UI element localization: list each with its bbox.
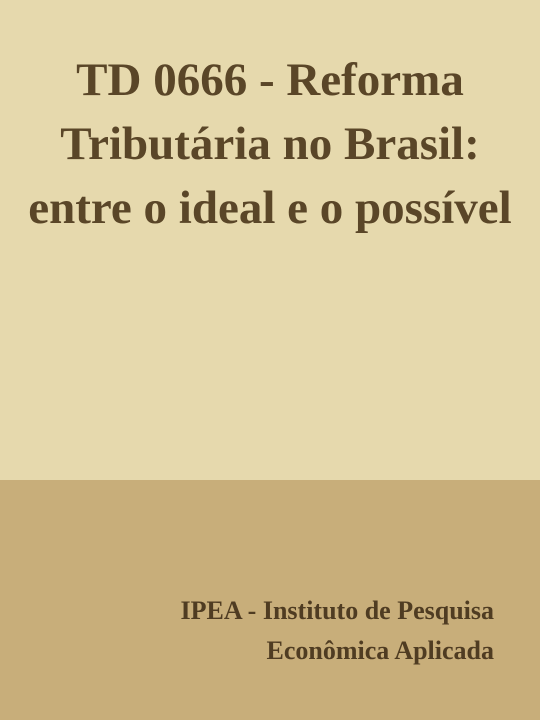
author-line-1: IPEA - Instituto de Pesquisa [180, 596, 494, 625]
book-title: TD 0666 - Reforma Tributária no Brasil: entre o ideal e o possível [28, 54, 512, 234]
book-author [34, 591, 494, 671]
author-line-2: Econômica Aplicada [266, 636, 494, 665]
